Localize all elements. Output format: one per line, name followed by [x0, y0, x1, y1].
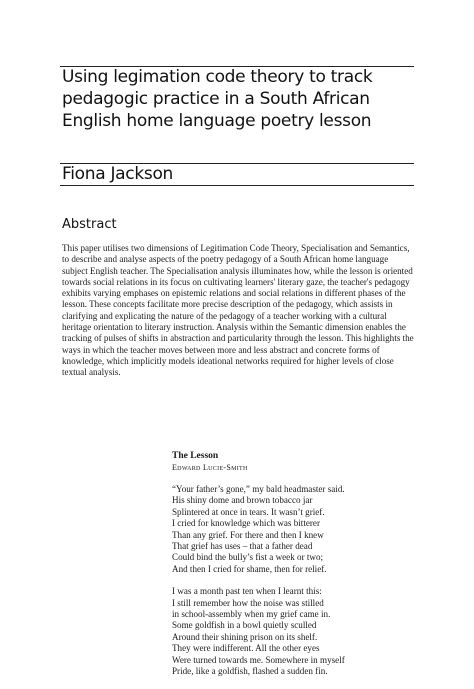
poem-line: “Your father’s gone,” my bald headmaster said. — [172, 484, 345, 494]
poem-line: I still remember how the noise was stilled — [172, 597, 324, 608]
poem-line: in school-assembly when my grief came in. — [172, 609, 331, 620]
poem-stanza-2 — [172, 586, 412, 677]
poem-line: Pride, like a goldfish, flashed a sudden fin. — [172, 666, 328, 677]
poem-line: Splintered at once in tears. It wasn’t grief. — [172, 506, 325, 517]
poem-line: Some goldfish in a bowl quietly sculled — [172, 620, 317, 631]
poem-line: Around their shining prison on its shelf. — [172, 631, 318, 642]
poem-line: His shiny dome and brown tobacco jar — [172, 495, 313, 506]
poem-title: The Lesson — [172, 451, 219, 461]
poem-line: And then I cried for shame, then for relief. — [172, 563, 327, 574]
poem-block — [172, 450, 412, 689]
abstract-body: This paper utilises two dimensions of Legitimation Code Theory, Specialisation and Semantics, to describe and analyse aspects of the poetry pedagogy of a South African home language subject English teacher. The Specialisation analysis illuminates how, while the lesson is oriented towards social relations in its focus on cultivating learners' literary gaze, the teacher's pedagogy exhibits varying emphases on epistemic relations and social relations in different phases of the lesson. These concepts facilitate more precise description of the pedagogy, which assists in clarifying and explicating the nature of the pedagogy of a teacher working with a cultural heritage orientation to literary instruction. Analysis within the Semantic dimension enables the tracking of pulses of shifts in abstraction and particularity through the lesson. This highlights the ways in which the teacher moves between more and less abstract and concrete forms of knowledge, which implicitly models ideational networks required for higher levels of close textual analysis. — [62, 243, 414, 378]
poem-author: Edward Lucie-Smith — [172, 463, 248, 472]
poem-line: Were turned towards me. Somewhere in myself — [172, 654, 345, 665]
author-bottom-rule — [60, 185, 414, 186]
poem-line: I was a month past ten when I learnt this: — [172, 586, 322, 597]
poem-stanza-1 — [172, 484, 412, 575]
poem-line: Than any grief. For there and then I knew — [172, 529, 324, 540]
poem-line: They were indifferent. All the other eyes — [172, 643, 320, 654]
poem-line: I cried for knowledge which was bitterer — [172, 518, 320, 529]
poem-line: That grief has uses – that a father dead — [172, 541, 313, 552]
author-name: Fiona Jackson — [62, 164, 174, 184]
poem-line: Could bind the bully’s fist a week or two; — [172, 552, 324, 563]
abstract-heading: Abstract — [62, 217, 117, 232]
paper-title: Using legimation code theory to track pedagogic practice in a South African English home language poetry lesson — [62, 67, 373, 131]
